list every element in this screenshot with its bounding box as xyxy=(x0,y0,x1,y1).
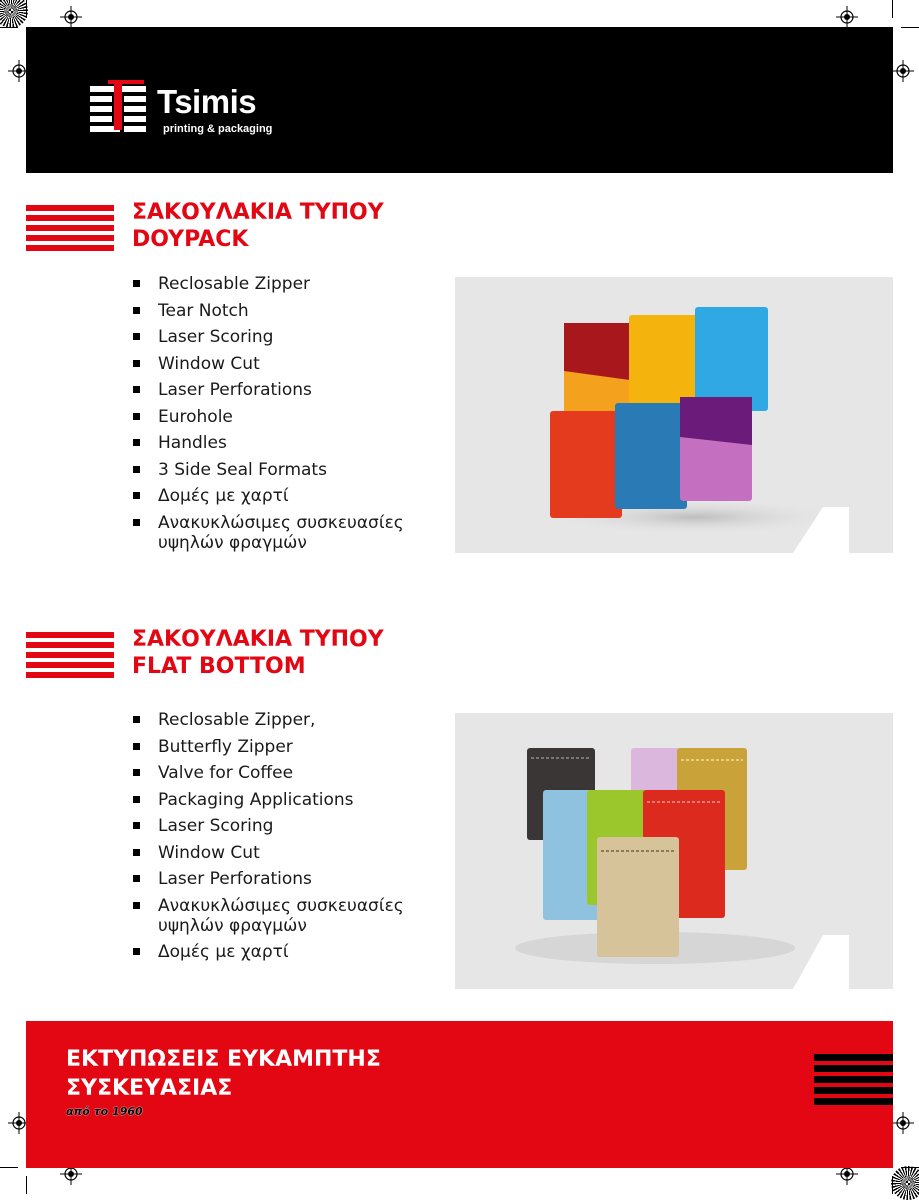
crop-mark xyxy=(901,27,919,28)
crop-mark xyxy=(0,1167,18,1168)
section-title-line: DOYPACK xyxy=(132,227,249,252)
footer-title-line: ΣΥΣΚΕΥΑΣΙΑΣ xyxy=(66,1076,233,1101)
registration-mark-icon xyxy=(892,60,914,82)
registration-mark-icon xyxy=(892,1112,914,1134)
list-item: Eurohole xyxy=(133,407,423,427)
list-item: 3 Side Seal Formats xyxy=(133,460,423,480)
footer-since: από το 1960 xyxy=(66,1105,143,1118)
footer-stripes-icon xyxy=(814,1054,893,1109)
doypack-feature-list xyxy=(133,274,423,559)
footer-banner xyxy=(26,1021,893,1168)
doypack-product-photo xyxy=(455,277,893,553)
list-item: Tear Notch xyxy=(133,301,423,321)
crop-mark xyxy=(26,0,27,18)
section-stripes-icon xyxy=(26,205,114,251)
flat-bottom-feature-list xyxy=(133,710,423,969)
footer-title xyxy=(66,1045,381,1103)
registration-mark-icon xyxy=(836,6,858,28)
list-item: Ανακυκλώσιμες συσκευασίες υψηλών φραγμών xyxy=(133,513,423,553)
section-title-line: ΣΑΚΟΥΛΑΚΙΑ ΤΥΠΟΥ xyxy=(132,200,384,225)
brand-tagline: printing & packaging xyxy=(163,123,273,135)
crop-mark xyxy=(901,1167,919,1168)
section-title-line: ΣΑΚΟΥΛΑΚΙΑ ΤΥΠΟΥ xyxy=(132,627,384,652)
list-item: Window Cut xyxy=(133,354,423,374)
list-item: Laser Perforations xyxy=(133,869,423,889)
list-item: Reclosable Zipper xyxy=(133,274,423,294)
tsimis-logo-icon xyxy=(90,80,146,136)
color-rosette-icon xyxy=(891,1166,919,1200)
list-item: Reclosable Zipper, xyxy=(133,710,423,730)
crop-mark xyxy=(892,1176,893,1194)
list-item: Packaging Applications xyxy=(133,790,423,810)
list-item: Δομές με χαρτί xyxy=(133,942,423,962)
color-rosette-icon xyxy=(0,0,28,28)
section-title-line: FLAT BOTTOM xyxy=(132,654,306,679)
list-item: Laser Perforations xyxy=(133,380,423,400)
crop-mark xyxy=(892,0,893,18)
section-title-doypack xyxy=(132,199,384,253)
list-item: Butterfly Zipper xyxy=(133,737,423,757)
list-item: Ανακυκλώσιμες συσκευασίες υψηλών φραγμών xyxy=(133,896,423,936)
list-item: Laser Scoring xyxy=(133,816,423,836)
section-stripes-icon xyxy=(26,632,114,678)
registration-mark-icon xyxy=(60,6,82,28)
crop-mark xyxy=(26,1176,27,1194)
crop-mark xyxy=(0,27,18,28)
list-item: Laser Scoring xyxy=(133,327,423,347)
list-item: Handles xyxy=(133,433,423,453)
section-title-flat-bottom xyxy=(132,626,384,680)
list-item: Δομές με χαρτί xyxy=(133,486,423,506)
brand-name: Tsimis xyxy=(157,83,257,120)
list-item: Valve for Coffee xyxy=(133,763,423,783)
flat-bottom-product-photo xyxy=(455,713,893,989)
list-item: Window Cut xyxy=(133,843,423,863)
header-banner xyxy=(26,27,893,173)
footer-title-line: ΕΚΤΥΠΩΣΕΙΣ ΕΥΚΑΜΠΤΗΣ xyxy=(66,1047,381,1072)
